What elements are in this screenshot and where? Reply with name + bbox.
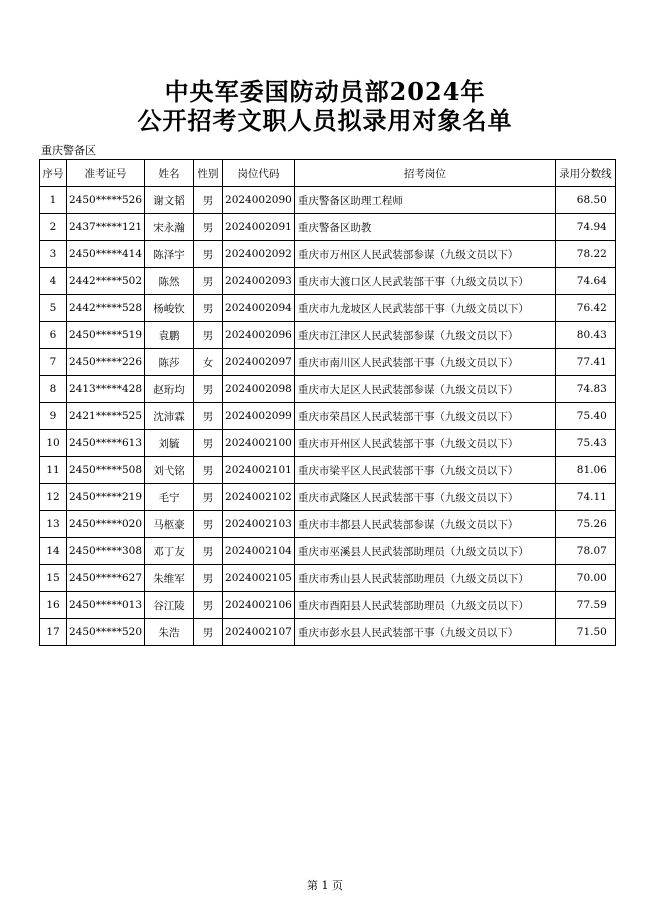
cell-post: 重庆市江津区人民武装部参谋（九级文员以下） <box>294 322 555 349</box>
cell-post-code: 2024002105 <box>223 565 295 592</box>
cell-score: 76.42 <box>555 295 615 322</box>
cell-name: 袁鹏 <box>145 322 194 349</box>
cell-gender: 男 <box>194 295 223 322</box>
page-title-line1: 中央军委国防动员部2024年 <box>164 77 486 106</box>
cell-gender: 男 <box>194 592 223 619</box>
column-header-gender: 性别 <box>194 160 223 187</box>
cell-post-code: 2024002098 <box>223 376 295 403</box>
cell-score: 74.94 <box>555 214 615 241</box>
cell-name: 赵珩均 <box>145 376 194 403</box>
cell-seq: 9 <box>40 403 67 430</box>
cell-name: 马柩豪 <box>145 511 194 538</box>
cell-exam-number: 2450*****526 <box>67 187 145 214</box>
cell-post-code: 2024002104 <box>223 538 295 565</box>
cell-gender: 男 <box>194 484 223 511</box>
cell-post: 重庆市巫溪县人民武装部助理员（九级文员以下） <box>294 538 555 565</box>
cell-gender: 女 <box>194 349 223 376</box>
cell-post-code: 2024002107 <box>223 619 295 646</box>
cell-post-code: 2024002091 <box>223 214 295 241</box>
cell-post: 重庆市秀山县人民武装部助理员（九级文员以下） <box>294 565 555 592</box>
cell-seq: 1 <box>40 187 67 214</box>
cell-name: 陈然 <box>145 268 194 295</box>
cell-gender: 男 <box>194 241 223 268</box>
cell-post: 重庆市丰都县人民武装部参谋（九级文员以下） <box>294 511 555 538</box>
cell-score: 71.50 <box>555 619 615 646</box>
cell-post: 重庆市万州区人民武装部参谋（九级文员以下） <box>294 241 555 268</box>
cell-gender: 男 <box>194 538 223 565</box>
cell-name: 毛宁 <box>145 484 194 511</box>
cell-gender: 男 <box>194 403 223 430</box>
table-row <box>40 430 616 457</box>
cell-score: 74.83 <box>555 376 615 403</box>
cell-seq: 6 <box>40 322 67 349</box>
cell-post-code: 2024002096 <box>223 322 295 349</box>
cell-post-code: 2024002090 <box>223 187 295 214</box>
cell-exam-number: 2450*****627 <box>67 565 145 592</box>
cell-score: 74.64 <box>555 268 615 295</box>
cell-seq: 4 <box>40 268 67 295</box>
cell-post: 重庆市大足区人民武装部参谋（九级文员以下） <box>294 376 555 403</box>
cell-exam-number: 2450*****414 <box>67 241 145 268</box>
cell-score: 75.43 <box>555 430 615 457</box>
cell-exam-number: 2450*****020 <box>67 511 145 538</box>
cell-name: 朱浩 <box>145 619 194 646</box>
cell-score: 78.22 <box>555 241 615 268</box>
table-row <box>40 187 616 214</box>
table-row <box>40 511 616 538</box>
cell-post: 重庆市梁平区人民武装部干事（九级文员以下） <box>294 457 555 484</box>
cell-seq: 17 <box>40 619 67 646</box>
cell-post-code: 2024002100 <box>223 430 295 457</box>
cell-gender: 男 <box>194 430 223 457</box>
cell-post: 重庆市九龙坡区人民武装部干事（九级文员以下） <box>294 295 555 322</box>
table-row <box>40 619 616 646</box>
table-row <box>40 538 616 565</box>
cell-name: 谢文韬 <box>145 187 194 214</box>
cell-exam-number: 2421*****525 <box>67 403 145 430</box>
table-row <box>40 376 616 403</box>
cell-post: 重庆警备区助理工程师 <box>294 187 555 214</box>
table-row <box>40 322 616 349</box>
cell-name: 陈泽宇 <box>145 241 194 268</box>
cell-name: 刘弋铭 <box>145 457 194 484</box>
cell-score: 70.00 <box>555 565 615 592</box>
cell-name: 杨峻钦 <box>145 295 194 322</box>
cell-score: 81.06 <box>555 457 615 484</box>
column-header-post-code: 岗位代码 <box>223 160 295 187</box>
cell-gender: 男 <box>194 565 223 592</box>
cell-gender: 男 <box>194 457 223 484</box>
cell-exam-number: 2442*****528 <box>67 295 145 322</box>
table-body <box>40 187 616 646</box>
cell-score: 68.50 <box>555 187 615 214</box>
cell-exam-number: 2450*****013 <box>67 592 145 619</box>
cell-score: 77.59 <box>555 592 615 619</box>
cell-score: 77.41 <box>555 349 615 376</box>
table-row <box>40 592 616 619</box>
unit-label: 重庆警备区 <box>41 144 96 157</box>
column-header-exam-number: 准考证号 <box>67 160 145 187</box>
column-header-post: 招考岗位 <box>294 160 555 187</box>
cell-name: 刘毓 <box>145 430 194 457</box>
cell-seq: 5 <box>40 295 67 322</box>
cell-seq: 7 <box>40 349 67 376</box>
table-header-row <box>40 160 616 187</box>
candidate-table <box>39 159 616 646</box>
cell-name: 沈沛霖 <box>145 403 194 430</box>
column-header-name: 姓名 <box>145 160 194 187</box>
cell-name: 谷江陵 <box>145 592 194 619</box>
table-row <box>40 241 616 268</box>
cell-seq: 14 <box>40 538 67 565</box>
cell-exam-number: 2450*****519 <box>67 322 145 349</box>
cell-score: 75.40 <box>555 403 615 430</box>
cell-post-code: 2024002103 <box>223 511 295 538</box>
cell-exam-number: 2450*****613 <box>67 430 145 457</box>
cell-name: 陈莎 <box>145 349 194 376</box>
table-row <box>40 349 616 376</box>
cell-post-code: 2024002097 <box>223 349 295 376</box>
cell-seq: 12 <box>40 484 67 511</box>
cell-seq: 11 <box>40 457 67 484</box>
cell-gender: 男 <box>194 619 223 646</box>
cell-score: 78.07 <box>555 538 615 565</box>
cell-post: 重庆市开州区人民武装部干事（九级文员以下） <box>294 430 555 457</box>
cell-exam-number: 2413*****428 <box>67 376 145 403</box>
cell-score: 80.43 <box>555 322 615 349</box>
cell-post-code: 2024002102 <box>223 484 295 511</box>
cell-post: 重庆市大渡口区人民武装部干事（九级文员以下） <box>294 268 555 295</box>
cell-exam-number: 2450*****508 <box>67 457 145 484</box>
cell-post: 重庆市武隆区人民武装部干事（九级文员以下） <box>294 484 555 511</box>
cell-post-code: 2024002099 <box>223 403 295 430</box>
cell-post: 重庆警备区助教 <box>294 214 555 241</box>
cell-seq: 3 <box>40 241 67 268</box>
cell-gender: 男 <box>194 376 223 403</box>
cell-seq: 15 <box>40 565 67 592</box>
cell-seq: 13 <box>40 511 67 538</box>
page-title-line2: 公开招考文职人员拟录用对象名单 <box>137 106 513 135</box>
cell-exam-number: 2450*****226 <box>67 349 145 376</box>
cell-exam-number: 2450*****520 <box>67 619 145 646</box>
table-row <box>40 565 616 592</box>
cell-gender: 男 <box>194 214 223 241</box>
column-header-seq: 序号 <box>40 160 67 187</box>
cell-gender: 男 <box>194 511 223 538</box>
table-row <box>40 268 616 295</box>
cell-exam-number: 2437*****121 <box>67 214 145 241</box>
cell-name: 邓丁友 <box>145 538 194 565</box>
cell-name: 宋永瀚 <box>145 214 194 241</box>
cell-seq: 16 <box>40 592 67 619</box>
table-row <box>40 403 616 430</box>
cell-post-code: 2024002094 <box>223 295 295 322</box>
cell-post: 重庆市荣昌区人民武装部干事（九级文员以下） <box>294 403 555 430</box>
cell-exam-number: 2450*****219 <box>67 484 145 511</box>
cell-post-code: 2024002093 <box>223 268 295 295</box>
cell-score: 74.11 <box>555 484 615 511</box>
column-header-score: 录用分数线 <box>555 160 615 187</box>
page-number: 第 1 页 <box>307 879 343 892</box>
cell-post-code: 2024002101 <box>223 457 295 484</box>
cell-seq: 10 <box>40 430 67 457</box>
cell-post: 重庆市南川区人民武装部干事（九级文员以下） <box>294 349 555 376</box>
table-row <box>40 484 616 511</box>
cell-score: 75.26 <box>555 511 615 538</box>
cell-gender: 男 <box>194 268 223 295</box>
cell-name: 朱维军 <box>145 565 194 592</box>
cell-exam-number: 2450*****308 <box>67 538 145 565</box>
table-row <box>40 295 616 322</box>
cell-gender: 男 <box>194 187 223 214</box>
table-row <box>40 214 616 241</box>
cell-post-code: 2024002092 <box>223 241 295 268</box>
cell-exam-number: 2442*****502 <box>67 268 145 295</box>
cell-seq: 8 <box>40 376 67 403</box>
cell-post: 重庆市彭水县人民武装部干事（九级文员以下） <box>294 619 555 646</box>
cell-seq: 2 <box>40 214 67 241</box>
table-row <box>40 457 616 484</box>
cell-gender: 男 <box>194 322 223 349</box>
cell-post: 重庆市酉阳县人民武装部助理员（九级文员以下） <box>294 592 555 619</box>
cell-post-code: 2024002106 <box>223 592 295 619</box>
